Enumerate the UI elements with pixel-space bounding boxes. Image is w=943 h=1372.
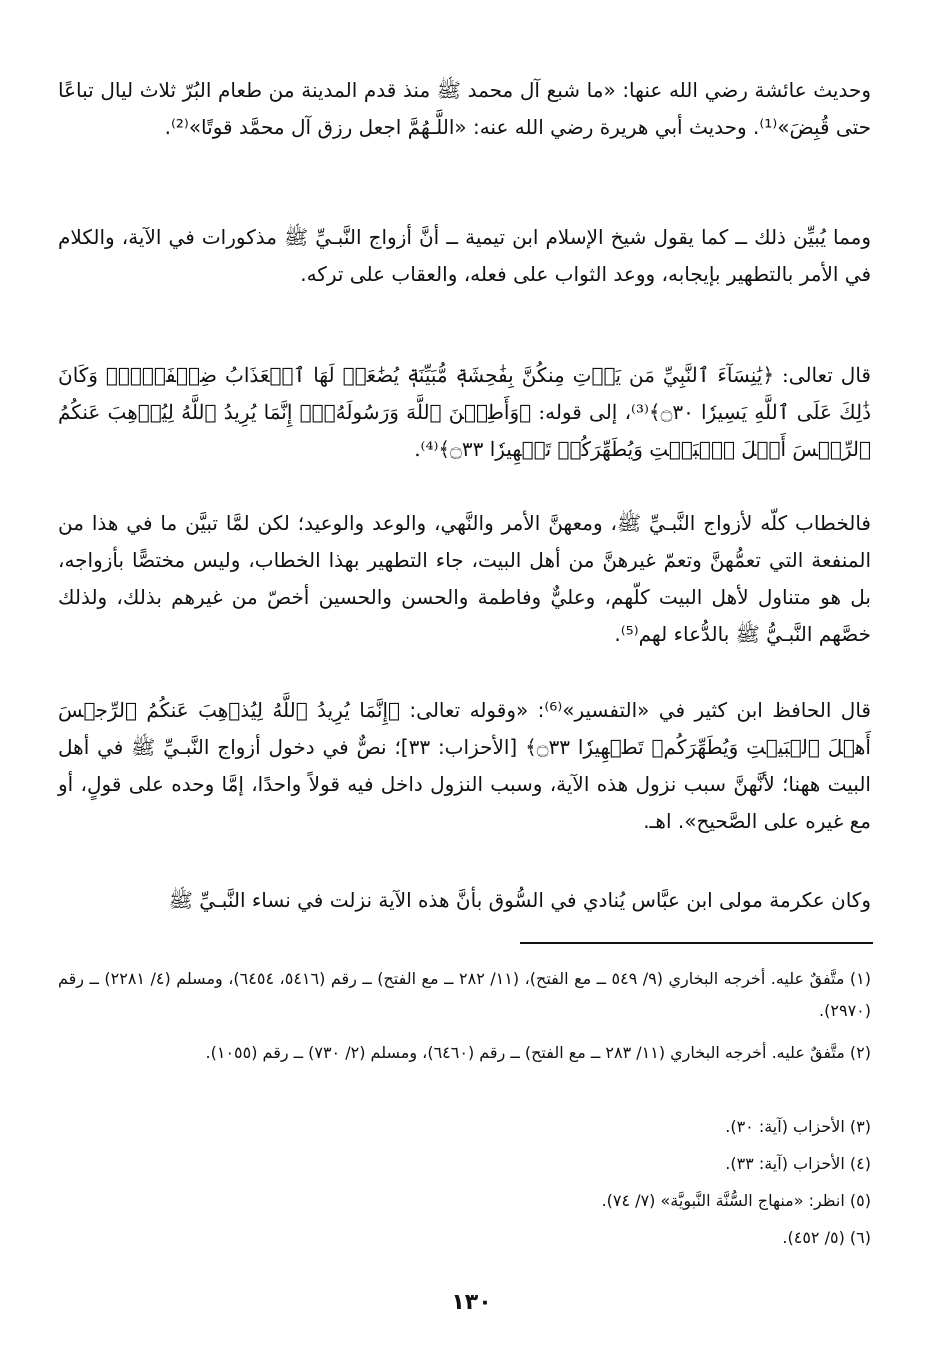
paragraph-quran-verses: قال تعالى: ﴿يَٰنِسَآءَ ٱلنَّبِيِّ مَن يَأۡتِ مِنكُنَّ بِفَٰحِشَةٖ مُّبَيِّنَةٖ يُضَٰعَفۡ لَهَا ٱلۡعَذَابُ ضِعۡفَيۡنِۚ وَكَانَ ذَٰلِكَ عَلَى ٱللَّهِ يَسِيرٗا ۝٣٠﴾⁽³⁾، إلى قوله: ﴿وَأَطِعۡنَ ٱللَّهَ وَرَسُولَهُۥٓۚ إِنَّمَا يُرِيدُ ٱللَّهُ لِيُذۡهِبَ عَنكُمُ ٱلرِّجۡسَ أَهۡلَ ٱلۡبَيۡتِ وَيُطَهِّرَكُمۡ تَطۡهِيرٗا ۝٣٣﴾⁽⁴⁾. xyxy=(58,363,871,461)
footnote-5: (٥) انظر: «منهاج السُّنَّة النَّبويَّة» (٧/ ٧٤). xyxy=(601,1191,871,1210)
paragraph-ikrima: وكان عكرمة مولى ابن عبَّاس يُنادي في السُّوق بأنَّ هذه الآية نزلت في نساء النَّبـيِّ ﷺ xyxy=(168,888,871,912)
footnote-6: (٦) (٥/ ٤٥٢). xyxy=(782,1228,871,1247)
paragraph-aisha-hadith: وحديث عائشة رضي الله عنها: «ما شبع آل محمد ﷺ منذ قدم المدينة من طعام البُرّ ثلاث ليال تباعًا حتى قُبِضَ»⁽¹⁾. وحديث أبي هريرة رضي الله عنه: «اللَّـهُمَّ اجعل رزق آل محمَّد قوتًا»⁽²⁾. xyxy=(58,78,871,139)
footnote-3: (٣) الأحزاب (آية: ٣٠). xyxy=(725,1117,871,1136)
footnote-1: (١) متَّفقٌ عليه. أخرجه البخاري (٩/ ٥٤٩ ــ مع الفتح)، (١١/ ٢٨٢ ــ مع الفتح) ــ رقم (٥٤١٦، ٦٤٥٤)، ومسلم (٤/ ٢٢٨١) ــ رقم (٢٩٧٠). xyxy=(58,969,872,1020)
footnote-divider xyxy=(520,942,873,944)
paragraph-ibn-taymiyya: ومما يُبيِّن ذلك ــ كما يقول شيخ الإسلام ابن تيمية ــ أنَّ أزواج النَّبـيِّ ﷺ مذكورات في الآية، والكلام في الأمر بالتطهير بإيجابه، ووعد الثواب على فعله، والعقاب على تركه. xyxy=(58,225,871,286)
paragraph-khitab: فالخطاب كلّه لأزواج النَّبـيِّ ﷺ، ومعهنَّ الأمر والنَّهي، والوعد والوعيد؛ لكن لمَّا تبيَّن ما في هذا من المنفعة التي تعمُّهنَّ وتعمّ غيرهنَّ من أهل البيت، جاء التطهير بهذا الخطاب، وليس مختصًّا بأزواجه، بل هو متناول لأهل البيت كلّهم، وعليٌّ وفاطمة والحسن والحسين أخصّ من غيرهم بذلك، ولذلك خصَّهم النَّبـيُّ ﷺ بالدُّعاء لهم⁽⁵⁾. xyxy=(58,511,871,646)
paragraph-ibn-kathir: قال الحافظ ابن كثير في «التفسير»⁽⁶⁾: «وقوله تعالى: ﴿إِنَّمَا يُرِيدُ ٱللَّهُ لِيُذۡهِبَ عَنكُمُ ٱلرِّجۡسَ أَهۡلَ ٱلۡبَيۡتِ وَيُطَهِّرَكُمۡ تَطۡهِيرٗا ۝٣٣﴾ [الأحزاب: ٣٣]؛ نصٌّ في دخول أزواج النَّبـيِّ ﷺ في أهل البيت ههنا؛ لأنَّهنَّ سبب نزول هذه الآية، وسبب النزول داخل فيه قولاً واحدًا، إمَّا وحده على قولٍ، أو مع غيره على الصَّحيح». اهـ. xyxy=(58,698,871,833)
footnote-4: (٤) الأحزاب (آية: ٣٣). xyxy=(725,1154,871,1173)
footnote-2: (٢) متَّفقٌ عليه. أخرجه البخاري (١١/ ٢٨٣ ــ مع الفتح) ــ رقم (٦٤٦٠)، ومسلم (٢/ ٧٣٠) ــ رقم (١٠٥٥). xyxy=(205,1043,871,1062)
page-number: ١٣٠ xyxy=(451,1290,492,1315)
